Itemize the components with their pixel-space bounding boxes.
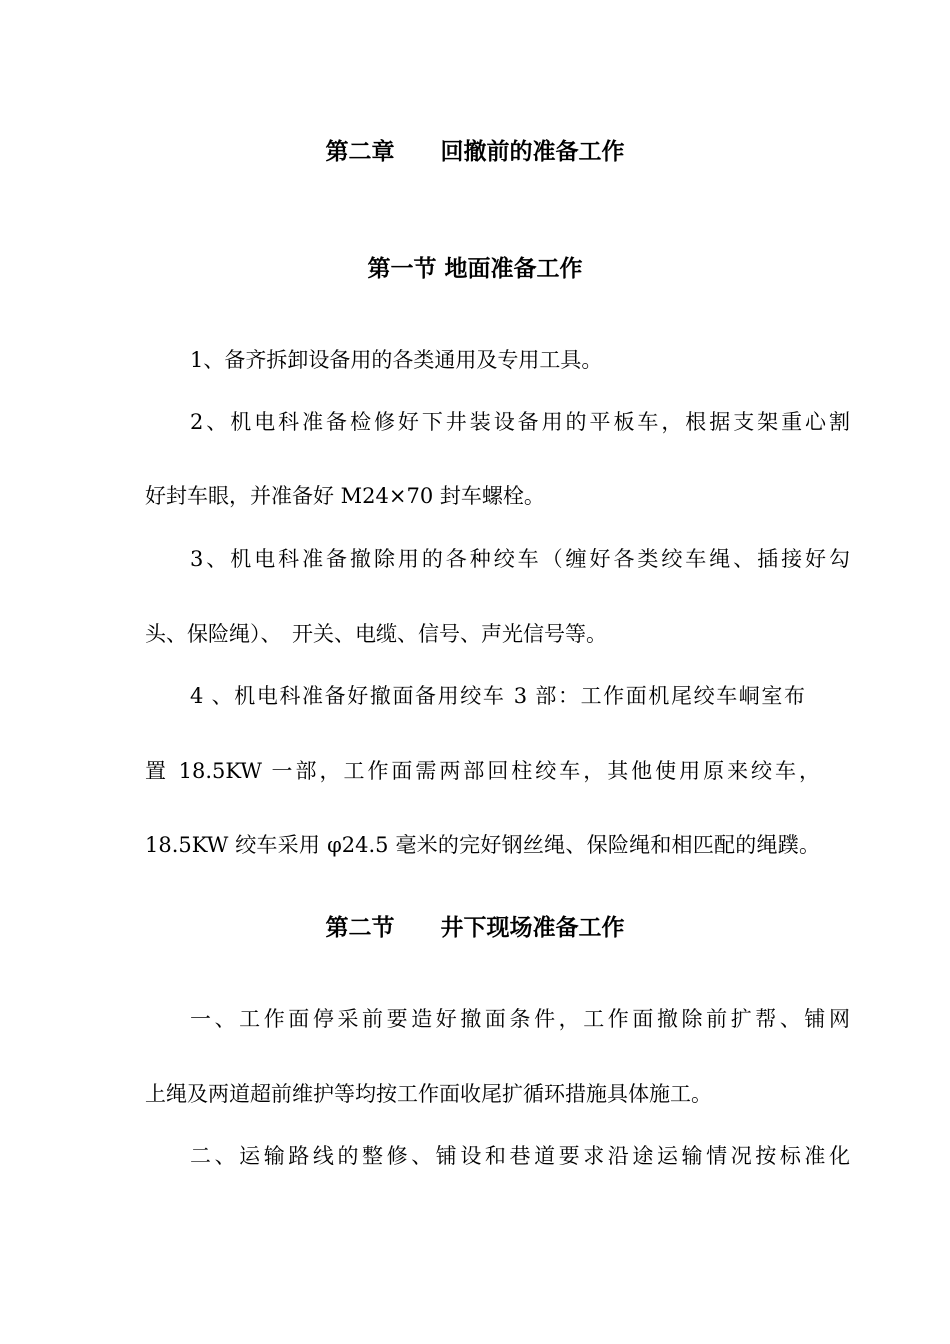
chapter-title: 第二章 回撤前的准备工作 <box>325 139 625 165</box>
section-1-line-4: 3、机电科准备撤除用的各种绞车（缠好各类绞车绳、插接好勾 <box>190 547 850 571</box>
section-1-line-2: 2、机电科准备检修好下井装设备用的平板车，根据支架重心割 <box>190 410 850 434</box>
section-2-line-1: 一、工作面停采前要造好撤面条件，工作面撤除前扩帮、铺网 <box>190 1007 850 1031</box>
section-1-line-8: 18.5KW 绞车采用 φ24.5 毫米的完好钢丝绳、保险绳和相匹配的绳蹼。 <box>145 833 820 857</box>
section-1-title: 第一节 地面准备工作 <box>367 256 583 282</box>
section-1-line-7: 置 18.5KW 一部，工作面需两部回柱绞车，其他使用原来绞车， <box>145 759 820 783</box>
section-1-line-1: 1、备齐拆卸设备用的各类通用及专用工具。 <box>190 348 603 372</box>
section-2-line-3: 二、运输路线的整修、铺设和巷道要求沿途运输情况按标准化 <box>190 1144 850 1168</box>
section-2-line-2: 上绳及两道超前维护等均按工作面收尾扩循环措施具体施工。 <box>145 1082 712 1106</box>
section-1-line-5: 头、保险绳）、 开关、电缆、信号、声光信号等。 <box>145 622 607 646</box>
section-1-line-3: 好封车眼，并准备好 M24×70 封车螺栓。 <box>145 484 545 508</box>
section-2-title: 第二节 井下现场准备工作 <box>325 915 625 941</box>
section-1-line-6: 4 、机电科准备好撤面备用绞车 3 部：工作面机尾绞车峒室布 <box>190 684 805 708</box>
